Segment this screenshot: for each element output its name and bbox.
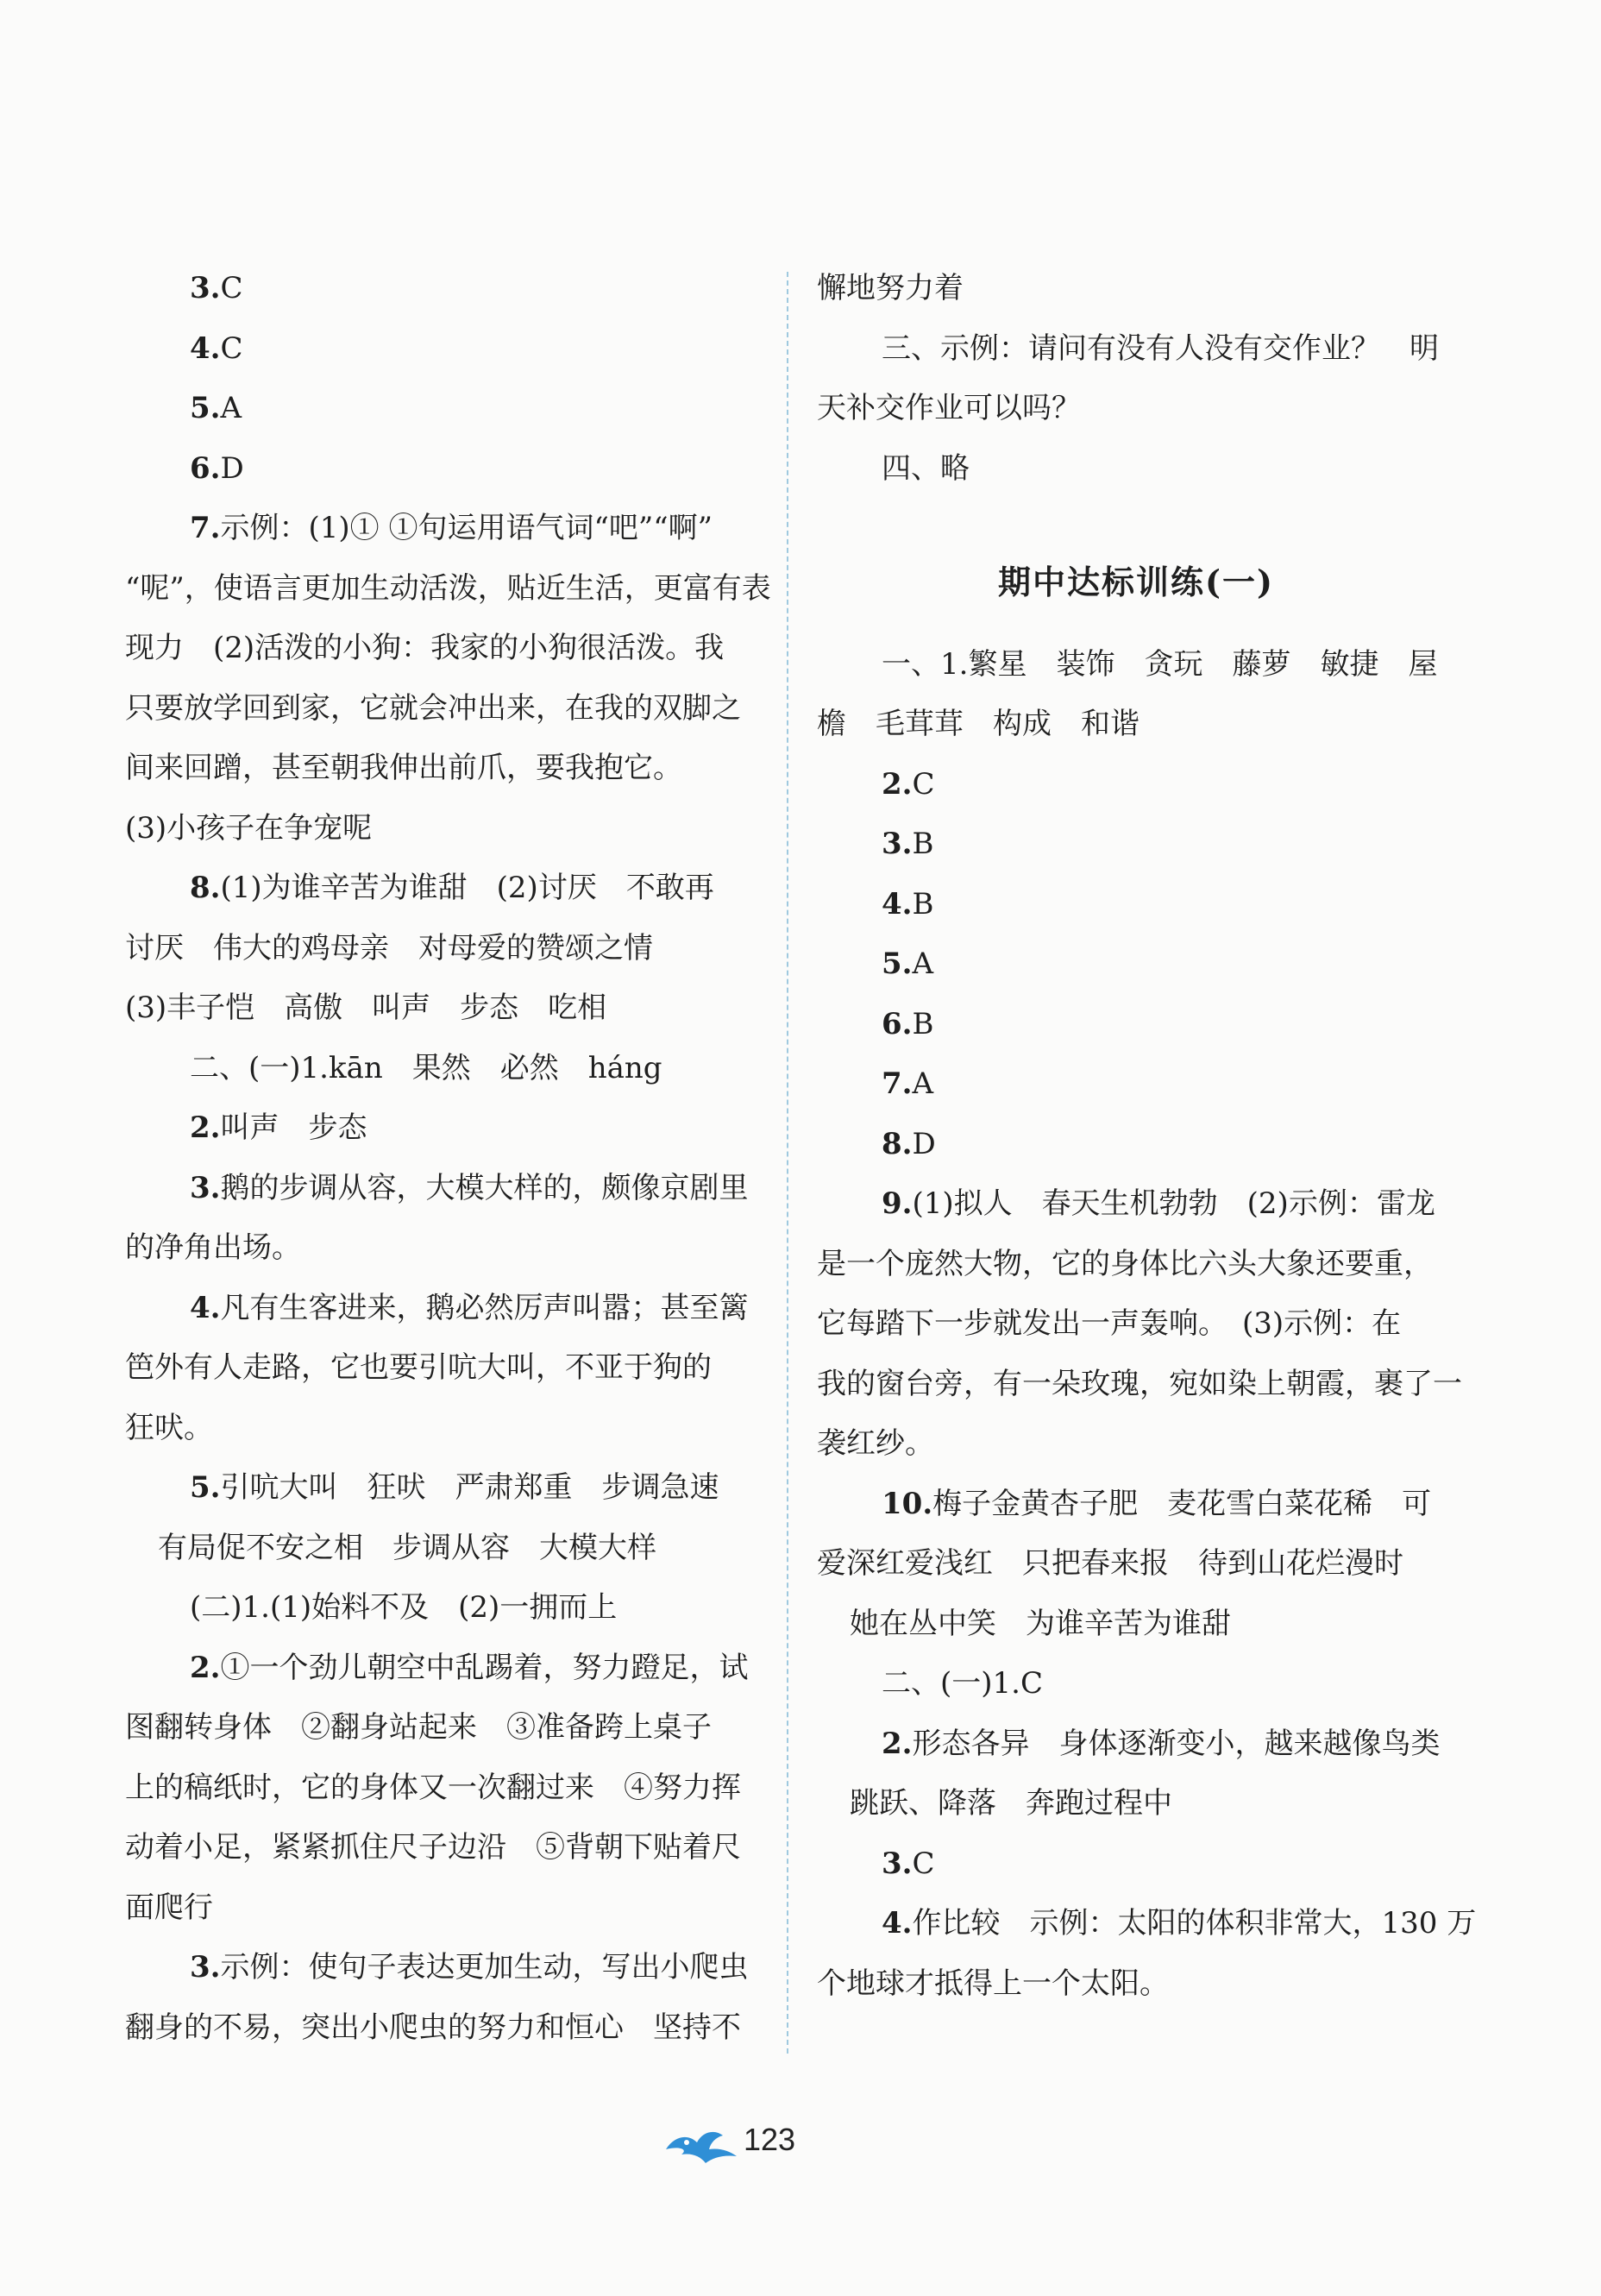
answer-line — [817, 1954, 1455, 2015]
answer-line — [817, 1714, 1455, 1775]
answer-text: C — [912, 766, 935, 802]
answer-text: 檐 毛茸茸 构成 和谐 — [817, 707, 1140, 741]
answer-text: 跳跃、降落 奔跑过程中 — [850, 1786, 1172, 1821]
answer-number: 5. — [190, 1470, 221, 1505]
answer-text: 四、略 — [882, 450, 970, 486]
answer-number: 3. — [190, 1170, 221, 1205]
answer-text: 动着小足，紧紧抓住尺子边沿 ⑤背朝下贴着尺 — [125, 1830, 741, 1865]
answer-text: ①一个劲儿朝空中乱踢着，努力蹬足，试 — [220, 1650, 749, 1685]
answer-line — [125, 1758, 763, 1819]
answer-text: (1)拟人 春天生机勃勃 (2)示例：雷龙 — [912, 1186, 1435, 1221]
answer-number: 7. — [882, 1066, 913, 1101]
answer-line — [817, 1475, 1455, 1535]
answer-text: 示例：(1)① ①句运用语气词“吧”“啊” — [220, 511, 713, 545]
answer-text: A — [912, 947, 934, 981]
answer-text: (3)小孩子在争宠呢 — [125, 810, 373, 846]
answer-text: 有局促不安之相 步调从容 大模大样 — [158, 1530, 656, 1565]
answer-line — [817, 1894, 1477, 1954]
answer-line — [817, 635, 1455, 695]
answer-text: 面爬行 — [125, 1890, 213, 1925]
answer-number: 10. — [882, 1486, 933, 1521]
answer-text: 讨厌 伟大的鸡母亲 对母爱的赞颂之情 — [125, 930, 653, 966]
answer-text: 的净角出场。 — [125, 1230, 301, 1265]
answer-line — [125, 619, 763, 679]
answer-line — [125, 1338, 763, 1399]
answer-text: 作比较 示例：太阳的体积非常大，130 万 — [912, 1906, 1477, 1941]
answer-line — [817, 1174, 1455, 1235]
answer-text: 懈地努力着 — [817, 271, 964, 305]
answer-text: C — [220, 330, 243, 366]
section-title: 期中达标训练(一) — [998, 563, 1274, 601]
answer-line — [817, 815, 1455, 875]
answer-line — [125, 1878, 763, 1939]
answer-line — [125, 559, 771, 620]
answer-text: 间来回蹭，甚至朝我伸出前爪，要我抱它。 — [125, 751, 682, 785]
answer-line — [817, 1774, 1455, 1834]
answer-line — [817, 379, 1455, 439]
answer-number: 2. — [190, 1110, 221, 1145]
answer-line — [125, 319, 763, 380]
answer-text: 二、(一)1.kān 果然 必然 háng — [190, 1050, 662, 1085]
answer-number: 4. — [190, 1290, 221, 1325]
answer-line — [125, 1218, 763, 1279]
answer-number: 3. — [882, 1846, 913, 1881]
answer-line — [125, 439, 763, 500]
right-column-bottom — [817, 635, 1477, 2015]
answer-line — [817, 695, 1455, 755]
answer-text: 图翻转身体 ②翻身站起来 ③准备跨上桌子 — [125, 1710, 712, 1745]
answer-text: 引吭大叫 狂吠 严肃郑重 步调急速 — [220, 1470, 719, 1505]
answer-line — [125, 1998, 763, 2059]
answer-line — [817, 755, 1455, 815]
page-number: 123 — [744, 2122, 796, 2157]
answer-line — [817, 875, 1455, 935]
answer-line — [125, 1279, 763, 1339]
answer-line — [817, 1595, 1455, 1655]
answer-number: 6. — [190, 450, 221, 486]
answer-number: 5. — [882, 947, 913, 981]
answer-line — [817, 1235, 1455, 1295]
answer-line — [817, 1654, 1455, 1714]
answer-text: 她在丛中笑 为谁辛苦为谁甜 — [850, 1606, 1231, 1641]
answer-number: 7. — [190, 511, 221, 545]
answer-text: 形态各异 身体逐渐变小，越来越像鸟类 — [912, 1726, 1441, 1761]
answer-text: (3)丰子恺 高傲 叫声 步态 吃相 — [125, 991, 607, 1025]
answer-text: 鹅的步调从容，大模大样的，颇像京剧里 — [220, 1170, 749, 1205]
answer-text: 爱深红爱浅红 只把春来报 待到山花烂漫时 — [817, 1546, 1403, 1581]
answer-line — [817, 1355, 1462, 1415]
answer-text: C — [220, 271, 243, 305]
answer-line — [125, 919, 763, 979]
answer-number: 4. — [882, 886, 913, 922]
answer-text: 梅子金黄杏子肥 麦花雪白菜花稀 可 — [932, 1486, 1432, 1521]
answer-number: 5. — [190, 391, 221, 425]
answer-text: A — [912, 1066, 934, 1101]
answer-number: 3. — [190, 1950, 221, 1985]
answer-text: 叫声 步态 — [220, 1110, 367, 1145]
answer-number: 4. — [882, 1906, 913, 1941]
answer-line — [125, 679, 763, 739]
answer-line — [125, 978, 763, 1039]
right-column-top — [817, 259, 1455, 499]
answer-line — [125, 1818, 763, 1878]
answer-line — [125, 499, 763, 559]
bird-logo-icon — [662, 2123, 740, 2167]
answer-line — [817, 1294, 1455, 1355]
answer-text: 袭红纱。 — [817, 1426, 934, 1461]
answer-line — [125, 1098, 763, 1159]
answer-text: 狂吠。 — [125, 1410, 213, 1445]
answer-line — [125, 1039, 763, 1099]
answer-text: B — [912, 886, 934, 922]
answer-line — [817, 1534, 1455, 1595]
answer-line — [125, 799, 763, 859]
column-divider — [787, 272, 788, 2054]
answer-number: 2. — [190, 1650, 221, 1685]
answer-line — [125, 859, 763, 919]
answer-line — [125, 1698, 763, 1758]
answer-number: 8. — [882, 1126, 913, 1161]
answer-text: 翻身的不易，突出小爬虫的努力和恒心 坚持不 — [125, 2010, 741, 2045]
answer-text: 示例：使句子表达更加生动，写出小爬虫 — [220, 1950, 749, 1985]
answer-line — [817, 934, 1455, 995]
answer-text: 二、(一)1.C — [882, 1666, 1043, 1701]
answer-text: 天补交作业可以吗？ — [817, 391, 1081, 425]
answer-text: 上的稿纸时，它的身体又一次翻过来 ④努力挥 — [125, 1770, 741, 1805]
answer-number: 3. — [882, 827, 913, 861]
answer-line — [125, 739, 763, 799]
answer-text: 现力 (2)活泼的小狗：我家的小狗很活泼。我 — [125, 631, 725, 665]
answer-line — [817, 439, 1455, 500]
answer-text: 是一个庞然大物，它的身体比六头大象还要重， — [817, 1246, 1433, 1281]
answer-text: (1)为谁辛苦为谁甜 (2)讨厌 不敢再 — [220, 871, 714, 905]
answer-line — [125, 1458, 763, 1519]
answer-line — [817, 1054, 1455, 1115]
answer-text: 只要放学回到家，它就会冲出来，在我的双脚之 — [125, 690, 741, 726]
answer-number: 6. — [882, 1006, 913, 1041]
answer-line — [125, 379, 763, 439]
answer-text: D — [912, 1126, 936, 1161]
answer-line — [817, 995, 1455, 1055]
answer-text: 它每踏下一步就发出一声轰响。 (3)示例：在 — [817, 1306, 1402, 1341]
answer-line — [125, 1399, 763, 1459]
answer-text: 我的窗台旁，有一朵玫瑰，宛如染上朝霞，裹了一 — [817, 1366, 1462, 1401]
answer-text: 三、示例：请问有没有人没有交作业？ 明 — [882, 330, 1439, 366]
answer-line — [125, 1578, 763, 1639]
answer-line — [817, 259, 1455, 319]
answer-text: A — [220, 391, 242, 425]
right-column — [817, 259, 1477, 2014]
left-column — [125, 259, 771, 2058]
answer-number: 8. — [190, 871, 221, 905]
answer-line — [817, 1414, 1455, 1475]
answer-text: D — [220, 450, 244, 486]
answer-text: 凡有生客进来，鹅必然厉声叫嚣；甚至篱 — [220, 1290, 749, 1325]
answer-line — [125, 1519, 763, 1579]
answer-line — [125, 1159, 763, 1219]
answer-text: “呢”，使语言更加生动活泼，贴近生活，更富有表 — [125, 570, 771, 606]
answer-number: 2. — [882, 766, 913, 802]
answer-number: 2. — [882, 1726, 913, 1761]
answer-line — [817, 1834, 1455, 1895]
answer-text: C — [912, 1846, 935, 1881]
answer-number: 9. — [882, 1186, 913, 1221]
answer-line — [125, 1639, 763, 1699]
answer-text: 一、1.繁星 装饰 贪玩 藤萝 敏捷 屋 — [882, 646, 1438, 682]
answer-line — [125, 1938, 763, 1998]
answer-text: (二)1.(1)始料不及 (2)一拥而上 — [190, 1590, 618, 1625]
answer-line — [817, 319, 1455, 380]
answer-text: 个地球才抵得上一个太阳。 — [817, 1966, 1169, 2001]
answer-text: 笆外有人走路，它也要引吭大叫，不亚于狗的 — [125, 1350, 712, 1385]
answer-text: B — [912, 827, 934, 861]
answer-number: 3. — [190, 271, 221, 305]
answer-text: B — [912, 1006, 934, 1041]
answer-line — [817, 1115, 1455, 1175]
answer-number: 4. — [190, 330, 221, 366]
page-footer — [0, 2118, 1601, 2170]
answer-line — [125, 259, 763, 319]
